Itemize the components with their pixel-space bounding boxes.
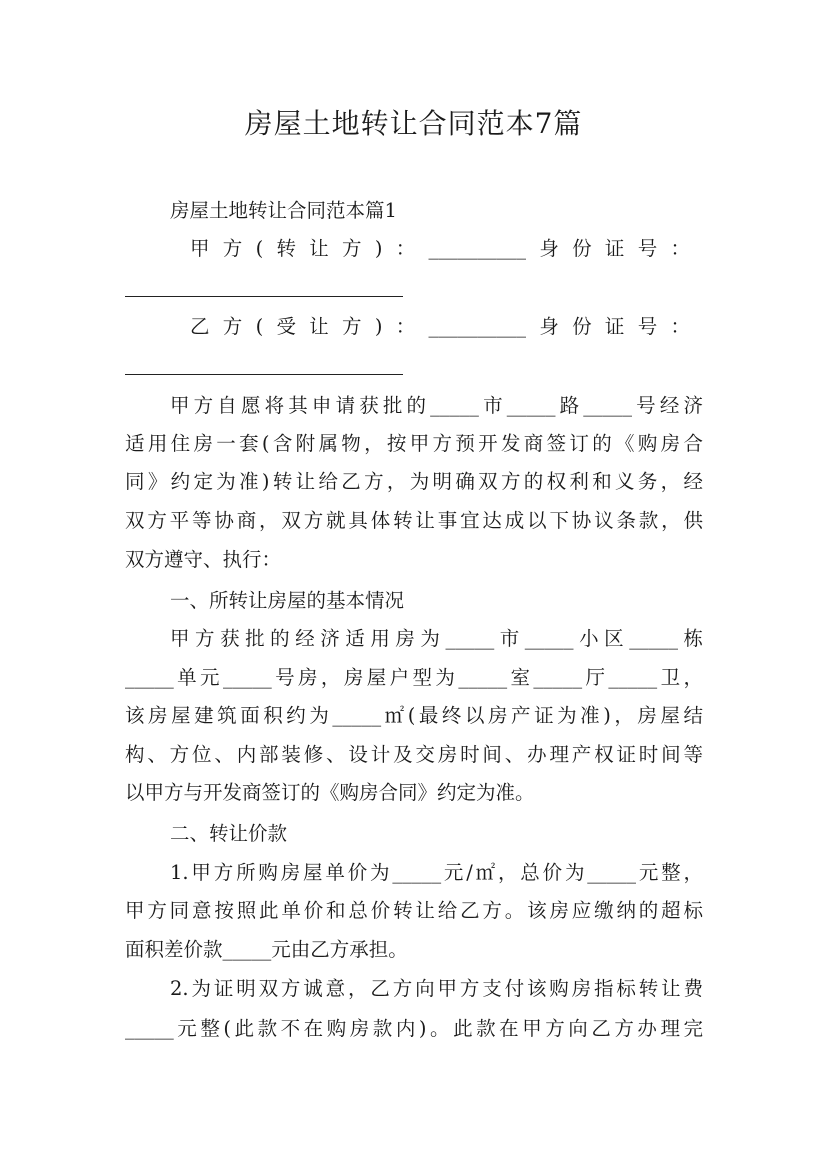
paragraph-line: 该房屋建筑面积约为_____㎡(最终以房产证为准)，房屋结 (125, 704, 703, 727)
section-heading-1: 房屋土地转让合同范本篇1 (170, 199, 397, 222)
paragraph-line: _____单元_____号房，房屋户型为_____室_____厅_____卫， (125, 666, 703, 689)
paragraph-line: 甲方同意按照此单价和总价转让给乙方。该房应缴纳的超标 (125, 899, 703, 922)
paragraph-line: 1.甲方所购房屋单价为_____元/㎡，总价为_____元整， (170, 861, 703, 884)
party-b-line: 乙方(受让方)：__________身份证号： (190, 315, 690, 338)
document-title: 房屋土地转让合同范本7篇 (244, 107, 583, 140)
paragraph-line: 甲方获批的经济适用房为_____市_____小区_____栋 (170, 627, 703, 650)
paragraph-line: 构、方位、内部装修、设计及交房时间、办理产权证时间等 (125, 743, 703, 766)
paragraph-line: 双方遵守、执行： (125, 548, 282, 571)
paragraph-line: 双方平等协商，双方就具体转让事宜达成以下协议条款，供 (125, 509, 703, 532)
paragraph-line: 以甲方与开发商签订的《购房合同》约定为准。 (125, 781, 535, 804)
paragraph-line: 同》约定为准)转让给乙方，为明确双方的权利和义务，经 (125, 470, 703, 493)
party-a-line: 甲方(转让方)：__________身份证号： (190, 237, 690, 260)
paragraph-line: 适用住房一套(含附属物，按甲方预开发商签订的《购房合 (125, 432, 703, 455)
party-a-id-blank (125, 296, 403, 297)
paragraph-line: _____元整(此款不在购房款内)。此款在甲方向乙方办理完 (125, 1017, 703, 1040)
paragraph-line: 2.为证明双方诚意，乙方向甲方支付该购房指标转让费 (170, 977, 703, 1000)
paragraph-line: 面积差价款_____元由乙方承担。 (125, 938, 408, 961)
section-heading-price: 二、转让价款 (170, 822, 288, 845)
party-b-id-blank (125, 374, 403, 375)
section-heading-basic-info: 一、所转让房屋的基本情况 (170, 589, 405, 612)
paragraph-line: 甲方自愿将其申请获批的_____市_____路_____号经济 (170, 394, 703, 417)
